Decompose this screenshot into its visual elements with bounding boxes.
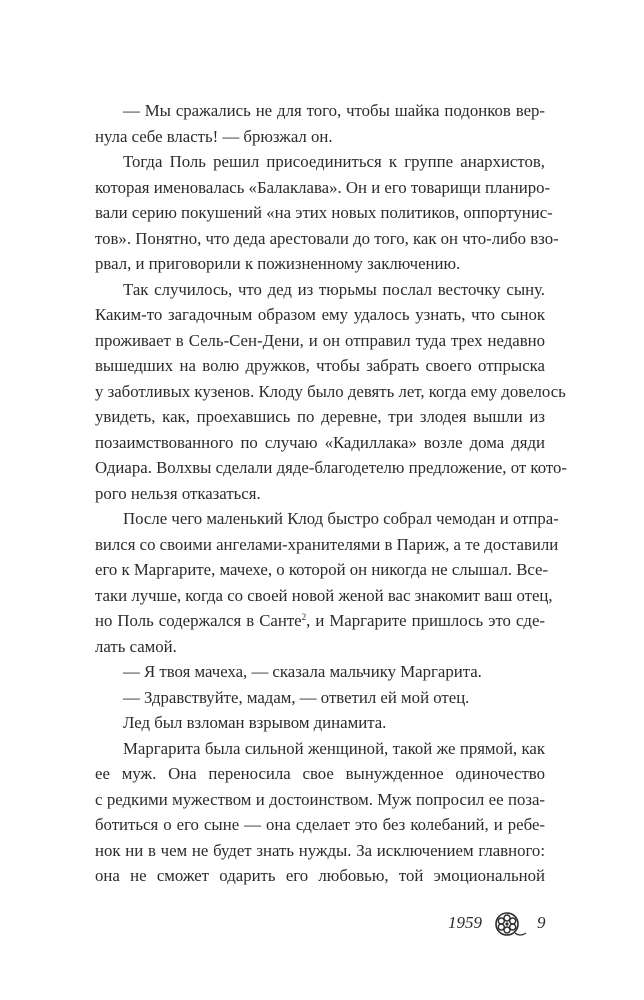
line-text: но Поль содержался в Санте (95, 611, 302, 630)
text-line: нок ни в чем не будет знать нужды. За исключением главного: (95, 840, 545, 860)
text-line: его к Маргарите, мачехе, о которой он никогда не слышал. Все- (95, 560, 549, 579)
text-line: рого нельзя отказаться. (95, 483, 261, 503)
text-line: ее муж. Она переносила свое вынужденное одиночество (95, 764, 545, 783)
text-line: нула себе власть! — брюзжал он. (95, 126, 333, 146)
footnote-marker[interactable]: 2 (301, 612, 307, 622)
text-line: вали серию покушений «на этих новых политиков, оппортунис- (95, 203, 553, 222)
page-footer (0, 905, 644, 945)
text-line: — Мы сражались не для того, чтобы шайка подонков вер- (123, 101, 545, 120)
text-line: с редкими мужеством и достоинством. Муж попросил ее поза- (95, 789, 545, 809)
text-line: проживает в Сель-Сен-Дени, и он отправил туда трех недавно (95, 330, 545, 350)
text-line: увидеть, как, проехавшись по деревне, три злодея вышли из (95, 407, 545, 426)
text-line: Маргарита была сильной женщиной, такой же прямой, как (123, 738, 545, 758)
text-line: После чего маленький Клод быстро собрал чемодан и отпра- (123, 509, 559, 528)
film-reel-icon (493, 911, 527, 939)
page-number: 9 (537, 913, 546, 932)
body-text (95, 98, 567, 889)
text-line: тов». Понятно, что деда арестовали до того, как он что-либо взо- (95, 228, 559, 248)
text-line: она не сможет одарить его любовью, той эмоциональной (95, 866, 545, 885)
text-line: у заботливых кузенов. Клоду было девять лет, когда ему довелось (95, 381, 566, 401)
running-footer-year: 1959 (448, 913, 482, 932)
text-line: Каким-то загадочным образом ему удалось узнать, что сынок (95, 305, 545, 324)
text-line: Лед был взломан взрывом динамита. (123, 713, 387, 732)
text-line: — Я твоя мачеха, — сказала мальчику Маргарита. (123, 662, 482, 681)
text-line: — Здравствуйте, мадам, — ответил ей мой отец. (123, 687, 470, 707)
text-line: вился со своими ангелами-хранителями в Париж, а те доставили (95, 534, 559, 554)
text-line: рвал, и приговорили к пожизненному заключению. (95, 254, 461, 273)
text-line: которая именовалась «Балаклава». Он и его товарищи планиро- (95, 177, 551, 197)
text-line: Так случилось, что дед из тюрьмы послал весточку сыну. (123, 279, 545, 299)
text-line-with-footnote (95, 608, 545, 634)
text-line: вышедших на волю дружков, чтобы забрать своего отпрыска (95, 356, 545, 375)
text-line: позаимствованного по случаю «Кадиллака» возле дома дяди (95, 432, 545, 452)
text-line: лать самой. (95, 636, 177, 656)
text-line: Одиара. Волхвы сделали дяде-благодетелю предложение, от кото- (95, 458, 567, 477)
text-line: Тогда Поль решил присоединиться к группе анархистов, (123, 152, 545, 171)
text-line: ботиться о его сыне — она сделает это без колебаний, и ребе- (95, 815, 545, 834)
line-text: , и Маргарите пришлось это сде- (306, 611, 546, 630)
text-line: таки лучше, когда со своей новой женой вас знакомит ваш отец, (95, 585, 553, 605)
